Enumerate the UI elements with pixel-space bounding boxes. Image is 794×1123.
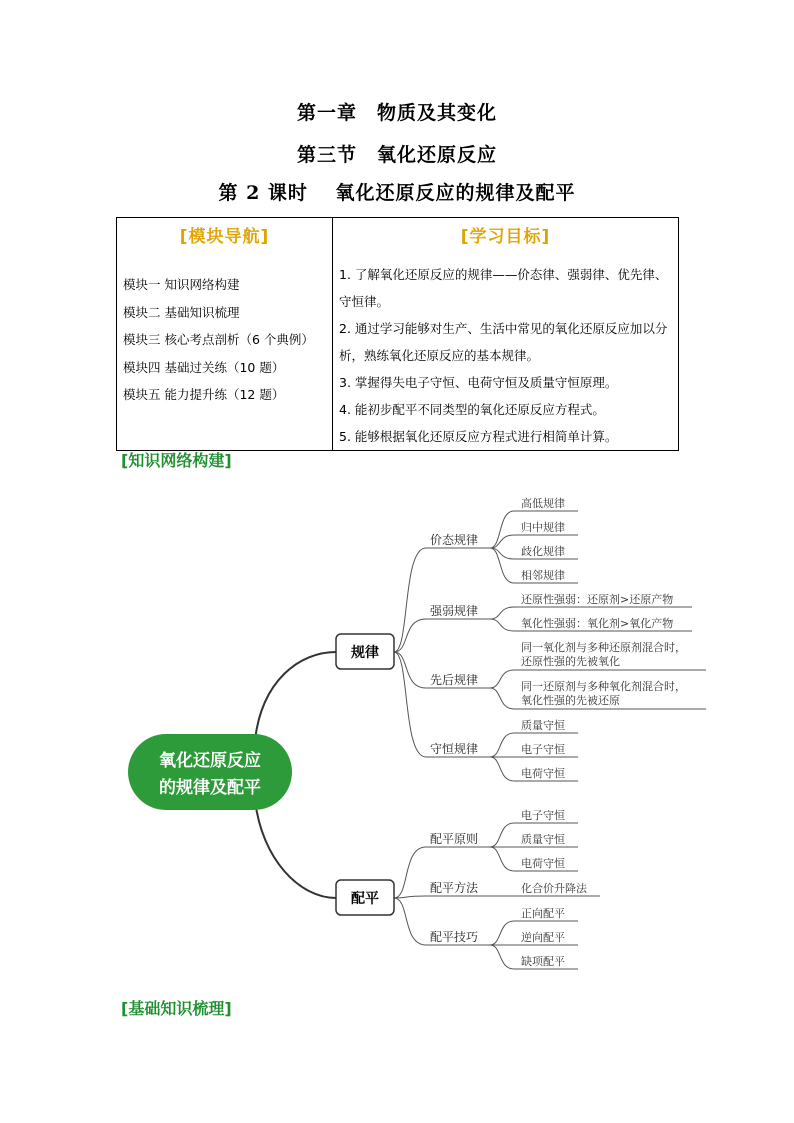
skill-label: 配平技巧 [430,930,479,944]
leaf-label: 同一还原剂与多种氧化剂混合时， [521,680,686,693]
leaf-label: 相邻规律 [521,569,565,582]
root-label-line1: 氧化还原反应 [159,751,261,771]
strength-rule-label: 强弱规律 [430,604,479,618]
leaf-label: 质量守恒 [521,833,565,846]
module-item: 模块三 核心考点剖析（6 个典例） [123,332,314,347]
root-label-line2: 的规律及配平 [159,778,261,798]
knowledge-network-heading: [知识网络构建] [121,451,232,470]
leaf-label: 还原性强弱：还原剂>还原产物 [521,593,674,606]
learning-goals-header: [学习目标] [460,227,551,247]
balance-branch-label: 配平 [351,891,379,907]
chapter-title: 第一章 物质及其变化 [296,102,497,124]
leaf-label: 正向配平 [521,907,565,920]
method-label: 配平方法 [430,881,479,895]
root-node [128,734,292,810]
goal-item: 2. 通过学习能够对生产、生活中常见的氧化还原反应加以分析，熟练氧化还原反应的基本规律。 [339,321,668,363]
leaf-label: 缺项配平 [521,955,565,968]
leaf-label: 归中规律 [521,521,565,534]
module-nav-cell [117,218,333,451]
leaf-label: 氧化性强弱：氧化剂>氧化产物 [521,617,674,630]
conservation-rule-label: 守恒规律 [430,742,479,756]
goal-item: 1. 了解氧化还原反应的规律——价态律、强弱律、优先律、守恒律。 [339,267,668,309]
module-item: 模块一 知识网络构建 [123,277,240,292]
valence-rule-label: 价态规律 [430,533,479,547]
module-item: 模块二 基础知识梳理 [123,304,240,320]
leaf-label: 还原性强的先被氧化 [521,655,620,668]
module-goal-table [116,217,679,451]
leaf-label: 逆向配平 [521,931,565,944]
leaf-label: 电荷守恒 [521,767,565,780]
module-item: 模块五 能力提升练（12 题） [123,387,285,402]
leaf-label: 歧化规律 [521,545,565,558]
goal-item: 5. 能够根据氧化还原反应方程式进行相简单计算。 [339,429,618,444]
leaf-label: 电荷守恒 [521,857,565,870]
principle-label: 配平原则 [430,832,479,846]
goal-item: 4. 能初步配平不同类型的氧化还原反应方程式。 [339,402,605,417]
module-nav-header: [模块导航] [179,227,270,247]
mind-map [0,480,794,990]
learning-goals-cell [333,218,679,451]
leaf-label: 高低规律 [521,497,565,510]
section-title: 第三节 氧化还原反应 [296,144,497,166]
basic-knowledge-heading: [基础知识梳理] [121,999,232,1018]
leaf-label: 质量守恒 [521,719,565,732]
goal-item: 3. 掌握得失电子守恒、电荷守恒及质量守恒原理。 [339,375,618,390]
leaf-label: 电子守恒 [521,743,565,756]
goal-list [339,261,674,450]
leaf-label: 氧化性强的先被还原 [521,694,620,707]
leaf-label: 同一氧化剂与多种还原剂混合时， [521,641,686,654]
rules-branch-label: 规律 [351,645,379,661]
leaf-label: 化合价升降法 [521,882,587,895]
module-item: 模块四 基础过关练（10 题） [123,359,285,375]
leaf-label: 电子守恒 [521,809,565,822]
order-rule-label: 先后规律 [430,673,479,687]
lesson-title: 第 2 课时 氧化还原反应的规律及配平 [218,182,576,204]
module-list [123,271,332,409]
